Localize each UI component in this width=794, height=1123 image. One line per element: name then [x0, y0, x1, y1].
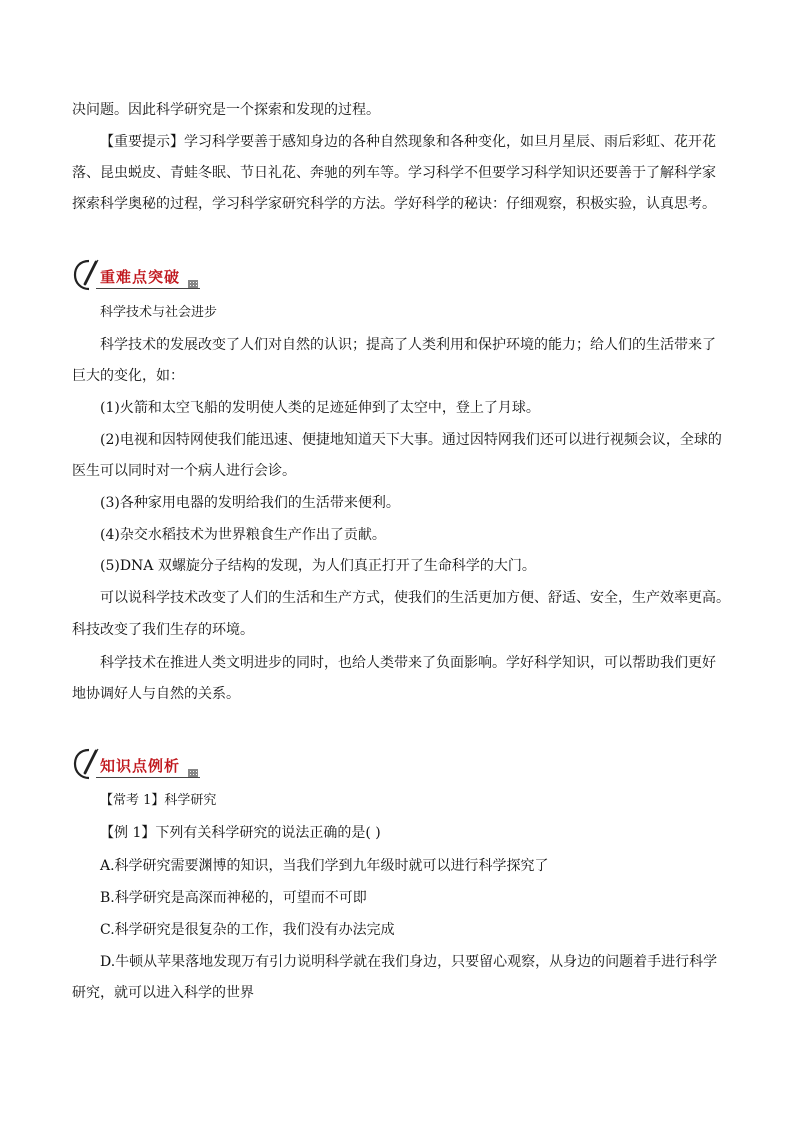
- list-item: (2)电视和因特网使我们能迅速、便捷地知道天下大事。通过因特网我们还可以进行视频会议，全球的: [100, 432, 722, 448]
- section-header-key-points: [72, 258, 222, 294]
- option-a: A.科学研究需要渊博的知识，当我们学到九年级时就可以进行科学探究了: [100, 858, 549, 874]
- paragraph-line: 科技改变了我们生存的环境。: [72, 622, 254, 638]
- example-question: [100, 823, 381, 843]
- paragraph-line: 科学技术的发展改变了人们对自然的认识；提高了人类利用和保护环境的能力；给人们的生活带来了: [100, 337, 716, 353]
- section-header-examples: [72, 747, 222, 783]
- list-item: (1)火箭和太空飞船的发明使人类的足迹延伸到了太空中，登上了月球。: [100, 400, 540, 416]
- list-item: 医生可以同时对一个病人进行会诊。: [72, 463, 296, 479]
- list-item: (5)DNA 双螺旋分子结构的发现，为人们真正打开了生命科学的大门。: [100, 558, 536, 574]
- section-title: 知识点例析: [100, 757, 181, 775]
- question-text: 下列有关科学研究的说法正确的是( ): [155, 825, 381, 841]
- paragraph-line: 科学技术在推进人类文明进步的同时，也给人类带来了负面影响。学好科学知识，可以帮助我们更好: [100, 655, 716, 671]
- paragraph-line: 巨大的变化，如：: [72, 368, 184, 384]
- section-divider: [96, 288, 200, 289]
- paragraph-line: 地协调好人与自然的关系。: [72, 686, 240, 702]
- paragraph-line: 可以说科学技术改变了人们的生活和生产方式，使我们的生活更加方便、舒适、安全，生产效率更高。: [100, 590, 730, 606]
- decor-dots: [188, 280, 198, 288]
- decor-dots: [188, 769, 198, 777]
- section-title: 重难点突破: [100, 268, 181, 286]
- list-item: (3)各种家用电器的发明给我们的生活带来便利。: [100, 495, 400, 511]
- option-d: D.牛顿从苹果落地发现万有引力说明科学就在我们身边，只要留心观察，从身边的问题着手进行科学: [100, 954, 718, 970]
- example-label: 【例 1】: [100, 825, 156, 841]
- exam-label: 【常考 1】科学研究: [100, 793, 217, 808]
- tip-line: 落、昆虫蜕皮、青蛙冬眠、节日礼花、奔驰的列车等。学习科学不但要学习科学知识还要善于了解科学家: [72, 165, 716, 181]
- tip-text: 学习科学要善于感知身边的各种自然现象和各种变化，如旦月星辰、雨后彩虹、花开花: [184, 134, 716, 150]
- option-c: C.科学研究是很复杂的工作，我们没有办法完成: [100, 922, 395, 938]
- tip-line: 探索科学奥秘的过程，学习科学家研究科学的方法。学好科学的秘诀：仔细观察，积极实验，认真思考。: [72, 196, 716, 212]
- option-d: 研究，就可以进入科学的世界: [72, 985, 254, 1001]
- tip-line: [100, 132, 716, 152]
- section-divider: [96, 777, 200, 778]
- intro-line: 决问题。因此科学研究是一个探索和发现的过程。: [72, 102, 380, 118]
- list-item: (4)杂交水稻技术为世界粮食生产作出了贡献。: [100, 527, 386, 543]
- option-b: B.科学研究是高深而神秘的，可望而不可即: [100, 890, 367, 906]
- section-subtitle: 科学技术与社会进步: [100, 305, 218, 320]
- tip-label: 【重要提示】: [100, 134, 184, 150]
